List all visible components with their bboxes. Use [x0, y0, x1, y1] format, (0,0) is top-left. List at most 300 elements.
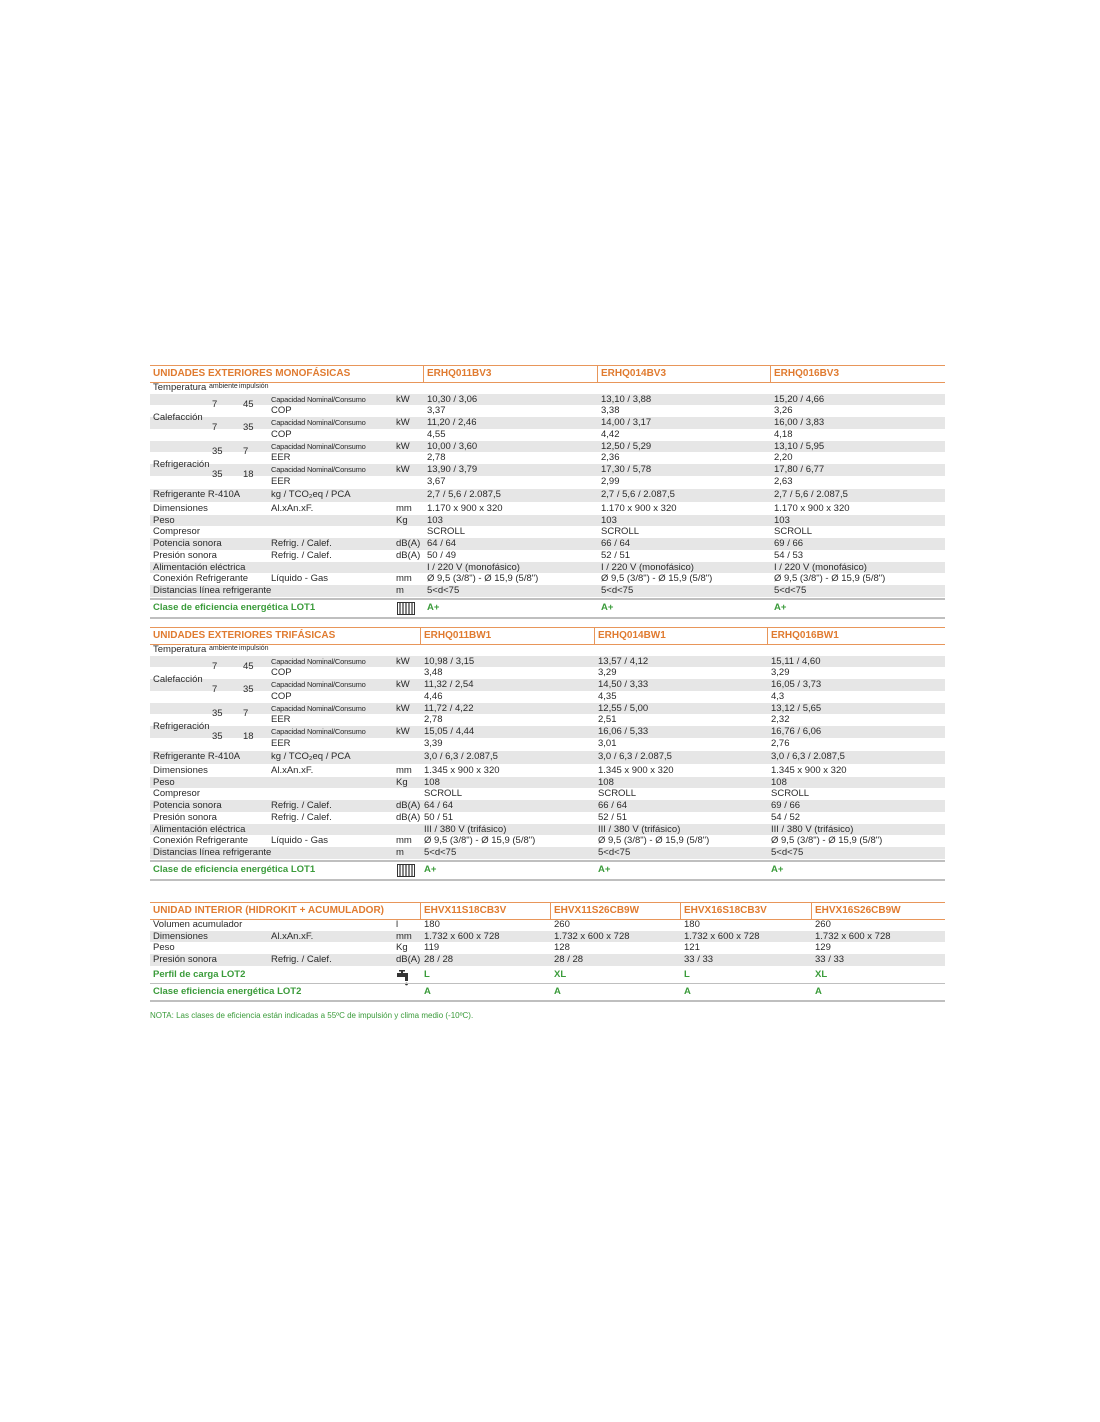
spec-value: 1.732 x 600 x 728	[684, 930, 760, 942]
model-name: ERHQ016BV3	[774, 368, 840, 379]
spec-unit: mm	[396, 503, 412, 514]
cop-label: COP	[271, 405, 292, 417]
refrigeracion-label: Refrigeración	[153, 458, 210, 470]
capacity-value: 14,50 / 3,33	[598, 679, 649, 691]
spec-label: Distancias línea refrigerante	[153, 584, 272, 596]
spec-unit: dB(A)	[396, 811, 421, 823]
spec-label: Potencia sonora	[153, 800, 222, 812]
ratio-value: 3,39	[424, 737, 443, 749]
spec-value: 180	[684, 919, 700, 930]
spec-value: 5<d<75	[427, 584, 460, 596]
capacity-value: 13,10 / 3,88	[601, 393, 652, 405]
spec-sublabel: Líquido - Gas	[271, 835, 329, 847]
spec-value: 69 / 66	[771, 800, 801, 812]
spec-value: 28 / 28	[424, 954, 454, 966]
ratio-value: 3,67	[427, 475, 446, 487]
unit-kw: kW	[396, 725, 410, 737]
ratio-value: 4,42	[601, 428, 620, 440]
ratio-row	[150, 405, 945, 417]
ratio-value: 2,63	[774, 475, 793, 487]
spec-row	[150, 919, 945, 931]
unit-kw: kW	[396, 655, 410, 667]
capacity-value: 15,05 / 4,44	[424, 725, 475, 737]
spec-value: 66 / 64	[601, 538, 631, 550]
spec-value: 3,0 / 6,3 / 2.087,5	[598, 751, 672, 763]
table-header	[150, 902, 945, 920]
spec-sublabel: Al.xAn.xF.	[271, 503, 314, 514]
spec-value: 5<d<75	[774, 584, 807, 596]
capacity-value: 16,76 / 6,06	[771, 725, 822, 737]
spec-unit: dB(A)	[396, 549, 421, 561]
spec-unit: m	[396, 584, 404, 596]
spec-sublabel: kg / TCO₂eq / PCA	[271, 751, 351, 763]
temperatura-label: Temperatura	[153, 644, 207, 655]
load-profile-value: L	[684, 968, 690, 980]
spec-value: 128	[554, 942, 570, 954]
spec-value: III / 380 V (trifásico)	[771, 823, 854, 835]
temperature-row	[150, 382, 945, 394]
capacity-label: Capacidad Nominal/Consumo	[271, 656, 366, 666]
spec-label: Conexión Refrigerante	[153, 573, 249, 585]
spec-value: 121	[684, 942, 700, 954]
ambiente-value: 7	[212, 422, 218, 434]
ambiente-label: ambiente	[209, 645, 238, 652]
model-name: ERHQ014BV3	[601, 368, 667, 379]
spec-value: 3,0 / 6,3 / 2.087,5	[424, 751, 498, 763]
table-title: UNIDAD INTERIOR (HIDROKIT + ACUMULADOR)	[153, 905, 385, 916]
spec-sublabel: Al.xAn.xF.	[271, 930, 314, 942]
capacity-value: 15,20 / 4,66	[774, 393, 825, 405]
ratio-value: 4,18	[774, 428, 793, 440]
spec-sublabel: Al.xAn.xF.	[271, 765, 314, 776]
spec-value: 180	[424, 919, 440, 930]
ratio-row	[150, 429, 945, 441]
capacity-value: 10,30 / 3,06	[427, 393, 478, 405]
ambiente-value: 35	[212, 730, 223, 742]
spec-value: Ø 9,5 (3/8") - Ø 15,9 (5/8")	[598, 835, 710, 847]
spec-value: 1.345 x 900 x 320	[424, 765, 500, 776]
spec-row	[150, 751, 945, 764]
spec-row	[150, 942, 945, 954]
spec-value: 52 / 51	[601, 549, 631, 561]
spec-value: 69 / 66	[774, 538, 804, 550]
spec-label: Presión sonora	[153, 811, 217, 823]
efficiency-value: A+	[601, 601, 614, 613]
spec-label: Compresor	[153, 526, 200, 538]
spec-value: 103	[774, 514, 790, 526]
spec-value: 3,0 / 6,3 / 2.087,5	[771, 751, 845, 763]
capacity-label: Capacidad Nominal/Consumo	[271, 726, 366, 736]
spec-unit: l	[396, 919, 399, 930]
ambiente-value: 35	[212, 707, 223, 719]
impulsion-label: impulsión	[239, 383, 269, 390]
spec-sublabel: Líquido - Gas	[271, 573, 329, 585]
impulsion-value: 45	[243, 660, 254, 672]
ratio-value: 4,3	[771, 690, 785, 702]
spec-label: Conexión Refrigerante	[153, 835, 249, 847]
impulsion-value: 35	[243, 684, 254, 696]
spec-value: 5<d<75	[424, 846, 457, 858]
spec-value: 108	[598, 776, 614, 788]
spec-value: III / 380 V (trifásico)	[598, 823, 681, 835]
spec-row	[150, 788, 945, 800]
capacity-value: 15,11 / 4,60	[771, 655, 821, 667]
spec-value: 1.170 x 900 x 320	[427, 503, 503, 514]
capacity-value: 17,80 / 6,77	[774, 463, 825, 475]
capacity-label: Capacidad Nominal/Consumo	[271, 394, 366, 404]
efficiency-row	[150, 601, 945, 615]
spec-value: I / 220 V (monofásico)	[601, 561, 694, 573]
model-name: EHVX16S18CB3V	[684, 905, 767, 916]
efficiency-value: A+	[771, 863, 784, 875]
capacity-value: 10,98 / 3,15	[424, 655, 475, 667]
capacity-value: 12,50 / 5,29	[601, 440, 652, 452]
section-divider	[150, 983, 945, 984]
spec-value: Ø 9,5 (3/8") - Ø 15,9 (5/8")	[424, 835, 536, 847]
spec-unit: dB(A)	[396, 954, 421, 966]
calefaccion-label: Calefacción	[153, 674, 203, 686]
capacity-label: Capacidad Nominal/Consumo	[271, 464, 366, 474]
ambiente-label: ambiente	[209, 383, 238, 390]
spec-row	[150, 931, 945, 943]
spec-label: Presión sonora	[153, 549, 217, 561]
spec-row	[150, 765, 945, 777]
efficiency-row	[150, 863, 945, 877]
spec-unit: m	[396, 846, 404, 858]
spec-value: 2,7 / 5,6 / 2.087,5	[427, 489, 501, 501]
spec-value: 1.345 x 900 x 320	[771, 765, 847, 776]
spec-value: 5<d<75	[771, 846, 804, 858]
spec-label: Refrigerante R-410A	[153, 751, 241, 763]
spec-value: 119	[424, 942, 440, 954]
efficiency-label: Clase eficiencia energética LOT2	[153, 985, 302, 997]
spec-label: Compresor	[153, 788, 200, 800]
unit-kw: kW	[396, 463, 410, 475]
efficiency-label: Clase de eficiencia energética LOT1	[153, 863, 316, 875]
spec-unit: Kg	[396, 942, 408, 954]
temperature-row	[150, 644, 945, 656]
spec-value: 103	[601, 514, 617, 526]
spec-sublabel: Refrig. / Calef.	[271, 954, 332, 966]
spec-value: 260	[554, 919, 570, 930]
spec-value: Ø 9,5 (3/8") - Ø 15,9 (5/8")	[774, 573, 886, 585]
model-name: EHVX16S26CB9W	[815, 905, 901, 916]
spec-label: Refrigerante R-410A	[153, 489, 241, 501]
spec-label: Presión sonora	[153, 954, 217, 966]
spec-label: Peso	[153, 942, 175, 954]
impulsion-value: 18	[243, 730, 254, 742]
section-divider	[150, 860, 945, 862]
unit-kw: kW	[396, 417, 410, 429]
efficiency-value: A+	[774, 601, 787, 613]
spec-value: 1.170 x 900 x 320	[601, 503, 677, 514]
capacity-row	[150, 726, 945, 738]
spec-row	[150, 847, 945, 859]
spec-value: III / 380 V (trifásico)	[424, 823, 507, 835]
spec-unit: dB(A)	[396, 538, 421, 550]
efficiency-label: Clase de eficiencia energética LOT1	[153, 601, 316, 613]
unit-kw: kW	[396, 393, 410, 405]
ratio-value: 2,36	[601, 452, 620, 464]
spec-value: 33 / 33	[684, 954, 714, 966]
table-monofasicas	[150, 365, 945, 613]
capacity-value: 16,00 / 3,83	[774, 417, 825, 429]
capacity-row	[150, 679, 945, 691]
spec-label: Peso	[153, 776, 175, 788]
ratio-value: 3,37	[427, 405, 446, 417]
spec-value: Ø 9,5 (3/8") - Ø 15,9 (5/8")	[771, 835, 883, 847]
capacity-value: 10,00 / 3,60	[427, 440, 478, 452]
spec-value: 1.170 x 900 x 320	[774, 503, 850, 514]
ratio-row	[150, 691, 945, 703]
ambiente-value: 35	[212, 468, 223, 480]
efficiency-value: A+	[598, 863, 611, 875]
table-unidad-interior	[150, 902, 945, 997]
spec-value: 1.732 x 600 x 728	[815, 930, 891, 942]
capacity-value: 13,90 / 3,79	[427, 463, 478, 475]
spec-value: I / 220 V (monofásico)	[427, 561, 520, 573]
spec-unit: Kg	[396, 776, 408, 788]
capacity-value: 13,57 / 4,12	[598, 655, 649, 667]
ratio-value: 3,01	[598, 737, 617, 749]
ratio-value: 4,46	[424, 690, 443, 702]
eer-label: EER	[271, 714, 291, 726]
capacity-row	[150, 394, 945, 406]
spec-sublabel: Refrig. / Calef.	[271, 549, 332, 561]
model-name: ERHQ011BV3	[427, 368, 492, 379]
spec-label: Dimensiones	[153, 930, 208, 942]
spec-value: 54 / 53	[774, 549, 804, 561]
efficiency-value: A	[815, 985, 822, 997]
capacity-value: 11,32 / 2,54	[424, 679, 474, 691]
capacity-value: 11,72 / 4,22	[424, 702, 474, 714]
spec-unit: mm	[396, 765, 412, 776]
efficiency-value: A	[554, 985, 561, 997]
capacity-value: 16,06 / 5,33	[598, 725, 649, 737]
spec-value: SCROLL	[427, 526, 466, 538]
efficiency-value: A+	[424, 863, 437, 875]
capacity-row	[150, 441, 945, 453]
spec-value: 54 / 52	[771, 811, 801, 823]
spec-sublabel: Refrig. / Calef.	[271, 811, 332, 823]
spec-value: Ø 9,5 (3/8") - Ø 15,9 (5/8")	[427, 573, 539, 585]
model-name: EHVX11S26CB9W	[554, 905, 640, 916]
spec-unit: mm	[396, 930, 412, 942]
ambiente-value: 35	[212, 445, 223, 457]
spec-value: SCROLL	[771, 788, 810, 800]
ratio-value: 2,78	[424, 714, 443, 726]
spec-value: 5<d<75	[598, 846, 631, 858]
eer-label: EER	[271, 475, 291, 487]
spec-row	[150, 526, 945, 538]
capacity-label: Capacidad Nominal/Consumo	[271, 441, 366, 451]
spec-value: SCROLL	[601, 526, 640, 538]
capacity-value: 14,00 / 3,17	[601, 417, 652, 429]
load-profile-value: XL	[554, 968, 567, 980]
capacity-row	[150, 464, 945, 476]
spec-value: 50 / 51	[424, 811, 454, 823]
spec-value: 66 / 64	[598, 800, 628, 812]
spec-value: 1.345 x 900 x 320	[598, 765, 674, 776]
spec-label: Dimensiones	[153, 503, 208, 514]
impulsion-value: 35	[243, 422, 254, 434]
table-bottom-rule	[150, 617, 945, 619]
efficiency-value: A	[684, 985, 691, 997]
ratio-value: 2,20	[774, 452, 793, 464]
capacity-value: 13,12 / 5,65	[771, 702, 822, 714]
spec-label: Distancias línea refrigerante	[153, 846, 272, 858]
eer-label: EER	[271, 452, 291, 464]
section-divider	[150, 598, 945, 600]
load-profile-value: XL	[815, 968, 828, 980]
efficiency-row	[150, 985, 945, 999]
unit-kw: kW	[396, 702, 410, 714]
spec-value: 103	[427, 514, 443, 526]
capacity-value: 12,55 / 5,00	[598, 702, 649, 714]
capacity-value: 11,20 / 2,46	[427, 417, 477, 429]
load-profile-value: L	[424, 968, 430, 980]
ratio-row	[150, 476, 945, 488]
model-name: ERHQ011BW1	[424, 630, 492, 641]
spec-row	[150, 515, 945, 527]
impulsion-value: 7	[243, 707, 249, 719]
impulsion-label: impulsión	[239, 645, 269, 652]
spec-value: 108	[424, 776, 440, 788]
spec-value: 64 / 64	[427, 538, 457, 550]
capacity-row	[150, 656, 945, 668]
spec-unit: Kg	[396, 514, 408, 526]
capacity-value: 13,10 / 5,95	[774, 440, 825, 452]
impulsion-value: 45	[243, 398, 254, 410]
spec-value: SCROLL	[774, 526, 813, 538]
spec-value: SCROLL	[598, 788, 637, 800]
table-bottom-rule	[150, 879, 945, 881]
capacity-row	[150, 703, 945, 715]
spec-value: 64 / 64	[424, 800, 454, 812]
spec-value: 129	[815, 942, 831, 954]
spec-value: I / 220 V (monofásico)	[774, 561, 867, 573]
spec-sublabel: Refrig. / Calef.	[271, 538, 332, 550]
spec-value: SCROLL	[424, 788, 463, 800]
spec-row	[150, 503, 945, 515]
table-title: UNIDADES EXTERIORES TRIFÁSICAS	[153, 630, 336, 641]
spec-value: 5<d<75	[601, 584, 634, 596]
spec-row	[150, 800, 945, 812]
unit-kw: kW	[396, 440, 410, 452]
spec-row	[150, 550, 945, 562]
table-header	[150, 627, 945, 645]
ratio-value: 2,78	[427, 452, 446, 464]
ratio-value: 2,99	[601, 475, 620, 487]
ratio-value: 4,55	[427, 428, 446, 440]
ratio-value: 4,35	[598, 690, 617, 702]
spec-label: Alimentación eléctrica	[153, 823, 246, 835]
model-name: ERHQ014BW1	[598, 630, 666, 641]
spec-row	[150, 824, 945, 836]
spec-label: Dimensiones	[153, 765, 208, 776]
capacity-label: Capacidad Nominal/Consumo	[271, 680, 366, 690]
spec-value: Ø 9,5 (3/8") - Ø 15,9 (5/8")	[601, 573, 713, 585]
cop-label: COP	[271, 667, 292, 679]
capacity-value: 16,05 / 3,73	[771, 679, 822, 691]
spec-sublabel: Refrig. / Calef.	[271, 800, 332, 812]
model-name: EHVX11S18CB3V	[424, 905, 507, 916]
ratio-row	[150, 738, 945, 750]
spec-row	[150, 573, 945, 585]
spec-value: 108	[771, 776, 787, 788]
spec-value: 2,7 / 5,6 / 2.087,5	[774, 489, 848, 501]
spec-label: Peso	[153, 514, 175, 526]
spec-row	[150, 954, 945, 966]
efficiency-value: A	[424, 985, 431, 997]
cop-label: COP	[271, 690, 292, 702]
spec-unit: dB(A)	[396, 800, 421, 812]
temperatura-label: Temperatura	[153, 382, 207, 393]
impulsion-value: 7	[243, 445, 249, 457]
spec-label: Alimentación eléctrica	[153, 561, 246, 573]
ratio-row	[150, 667, 945, 679]
capacity-row	[150, 417, 945, 429]
capacity-label: Capacidad Nominal/Consumo	[271, 418, 366, 428]
efficiency-value: A+	[427, 601, 440, 613]
spec-sublabel: kg / TCO₂eq / PCA	[271, 489, 351, 501]
spec-unit: mm	[396, 573, 412, 585]
table-trifasicas	[150, 627, 945, 875]
cop-label: COP	[271, 428, 292, 440]
load-profile-label: Perfil de carga LOT2	[153, 968, 246, 980]
ratio-value: 2,32	[771, 714, 790, 726]
ratio-value: 3,48	[424, 667, 443, 679]
spec-value: 50 / 49	[427, 549, 457, 561]
footnote: NOTA: Las clases de eficiencia están indicadas a 55ºC de impulsión y clima medio (-10ºC).	[150, 1011, 474, 1020]
table-title: UNIDADES EXTERIORES MONOFÁSICAS	[153, 368, 351, 379]
ambiente-value: 7	[212, 398, 218, 410]
table-header	[150, 365, 945, 383]
spec-value: 260	[815, 919, 831, 930]
spec-row	[150, 538, 945, 550]
ratio-value: 3,26	[774, 405, 793, 417]
calefaccion-label: Calefacción	[153, 412, 203, 424]
spec-row	[150, 562, 945, 574]
spec-row	[150, 835, 945, 847]
ambiente-value: 7	[212, 684, 218, 696]
spec-label: Potencia sonora	[153, 538, 222, 550]
eer-label: EER	[271, 737, 291, 749]
spec-row	[150, 812, 945, 824]
ambiente-value: 7	[212, 660, 218, 672]
spec-value: 1.732 x 600 x 728	[424, 930, 500, 942]
ratio-value: 3,29	[598, 667, 617, 679]
spec-row	[150, 489, 945, 502]
spec-row	[150, 585, 945, 597]
unit-kw: kW	[396, 679, 410, 691]
capacity-value: 17,30 / 5,78	[601, 463, 652, 475]
spec-value: 1.732 x 600 x 728	[554, 930, 630, 942]
spec-row	[150, 777, 945, 789]
ratio-row	[150, 714, 945, 726]
load-profile-row	[150, 968, 945, 982]
refrigeracion-label: Refrigeración	[153, 720, 210, 732]
spec-value: 2,7 / 5,6 / 2.087,5	[601, 489, 675, 501]
ratio-row	[150, 452, 945, 464]
spec-value: 33 / 33	[815, 954, 845, 966]
capacity-label: Capacidad Nominal/Consumo	[271, 703, 366, 713]
spec-unit: mm	[396, 835, 412, 847]
table-bottom-rule	[150, 1000, 945, 1002]
ratio-value: 2,51	[598, 714, 617, 726]
impulsion-value: 18	[243, 468, 254, 480]
spec-value: 28 / 28	[554, 954, 584, 966]
